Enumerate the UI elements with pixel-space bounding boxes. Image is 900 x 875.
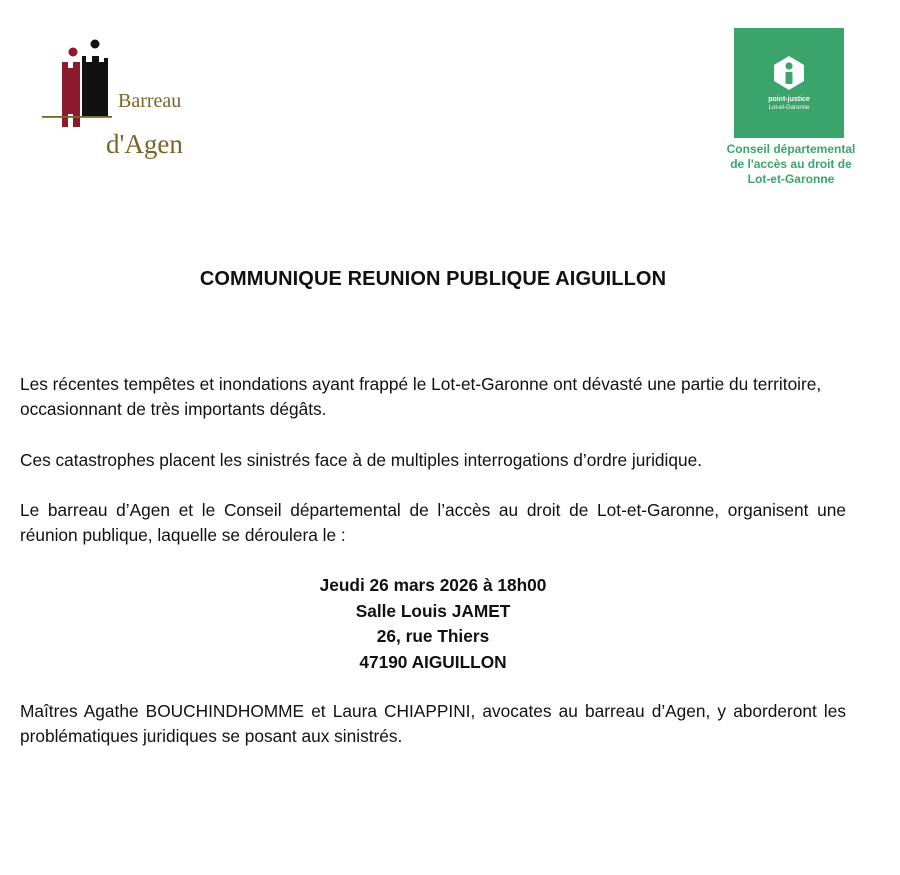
logo-name-line1: Barreau — [118, 90, 182, 112]
barreau-agen-logo — [42, 38, 192, 168]
cdad-logo — [718, 28, 868, 190]
paragraph-intro: Les récentes tempêtes et inondations ayant frappé le Lot-et-Garonne ont dévasté une partie du territoire, occasionnant de très importants dégâts. — [20, 374, 822, 419]
point-justice-badge — [734, 28, 844, 138]
cdad-caption-line: Conseil départemental — [726, 142, 856, 156]
cdad-caption — [718, 142, 864, 187]
event-street: 26, rue Thiers — [376, 626, 490, 646]
cdad-caption-line: Lot-et-Garonne — [747, 172, 835, 186]
paragraph-questions: Ces catastrophes placent les sinistrés face à de multiples interrogations d’ordre juridique. — [20, 450, 703, 470]
cdad-caption-line: de l'accès au droit de — [730, 157, 852, 171]
paragraph-organisers: Le barreau d’Agen et le Conseil départemental de l’accès au droit de Lot-et-Garonne, organisent une réunion publique, laquelle se déroulera le : — [20, 500, 846, 545]
point-justice-icon — [772, 54, 806, 92]
event-city: 47190 AIGUILLON — [359, 651, 507, 672]
badge-title: point-justice — [768, 96, 810, 103]
paragraph-speakers: Maîtres Agathe BOUCHINDHOMME et Laura CHIAPPINI, avocates au barreau d’Agen, y aborderont les problématiques juridiques se posant aux sinistrés. — [20, 701, 846, 746]
barreau-building-icon — [42, 38, 112, 138]
document-title: COMMUNIQUE REUNION PUBLIQUE AIGUILLON — [199, 268, 667, 290]
event-venue: Salle Louis JAMET — [355, 600, 511, 621]
badge-subtitle: Lot-et-Garonne — [768, 105, 810, 111]
event-details — [0, 573, 866, 675]
logo-name-line2: d'Agen — [106, 129, 183, 159]
event-date-time: Jeudi 26 mars 2026 à 18h00 — [319, 575, 547, 595]
